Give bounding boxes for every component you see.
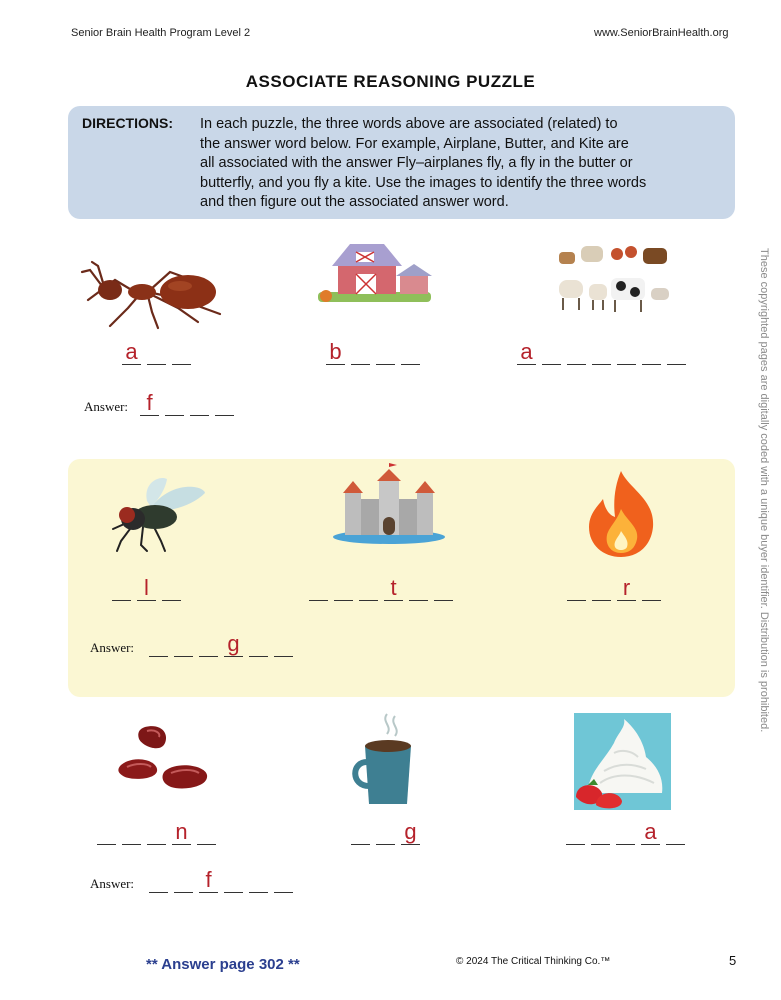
letter-blank <box>274 866 293 893</box>
answer-3-label: Answer: <box>90 876 135 891</box>
letter-blank <box>641 818 660 845</box>
letter-blank <box>384 574 403 601</box>
letter-hint: a <box>644 819 657 844</box>
letter-blank <box>592 338 611 365</box>
answer-3-blanks <box>149 866 299 893</box>
whipped-cream-image <box>574 713 671 810</box>
fire-image <box>585 469 657 559</box>
letter-blank <box>199 866 218 893</box>
letter-hint: f <box>205 867 212 892</box>
letter-blank <box>224 866 243 893</box>
directions-line: all associated with the answer Fly–airplanes fly, a fly in the butter or <box>200 155 633 171</box>
letter-blank <box>401 338 420 365</box>
letter-blank <box>434 574 453 601</box>
letter-blank <box>351 338 370 365</box>
letter-blank <box>591 818 610 845</box>
letter-blank <box>666 818 685 845</box>
word-3-1-blanks <box>97 818 222 845</box>
copyright-notice-vertical: These copyrighted pages are digitally coded with a unique buyer identifier. Distribution is prohibited. <box>758 248 770 733</box>
directions-line: and then figure out the associated answer word. <box>200 194 509 210</box>
letter-hint: r <box>622 575 631 600</box>
letter-blank <box>617 338 636 365</box>
word-2-2-blanks <box>309 574 459 601</box>
letter-blank <box>376 818 395 845</box>
word-2-1-blanks <box>112 574 187 601</box>
letter-blank <box>140 389 159 416</box>
letter-hint: a <box>125 339 138 364</box>
directions-label: DIRECTIONS: <box>82 115 173 131</box>
letter-hint: b <box>329 339 342 364</box>
letter-blank <box>376 338 395 365</box>
word-3-3-blanks <box>566 818 691 845</box>
directions-line: butterfly, and you fly a kite. Use the images to identify the three words <box>200 174 647 191</box>
letter-blank <box>172 338 191 365</box>
directions-text <box>200 115 730 213</box>
letter-blank <box>162 574 181 601</box>
letter-hint: g <box>227 631 240 656</box>
letter-blank <box>137 574 156 601</box>
word-1-2-blanks <box>326 338 426 365</box>
letter-blank <box>309 574 328 601</box>
letter-blank <box>190 389 209 416</box>
word-3-2-blanks <box>351 818 426 845</box>
letter-hint: f <box>146 390 153 415</box>
letter-hint: g <box>404 819 417 844</box>
letter-blank <box>172 818 191 845</box>
letter-blank <box>567 338 586 365</box>
page-title: ASSOCIATE REASONING PUZZLE <box>245 72 536 91</box>
letter-blank <box>122 338 141 365</box>
answer-1-label: Answer: <box>84 399 129 414</box>
letter-blank <box>147 818 166 845</box>
letter-blank <box>351 818 370 845</box>
ant-image <box>80 252 225 330</box>
letter-hint: l <box>144 575 149 600</box>
letter-blank <box>542 338 561 365</box>
letter-blank <box>592 574 611 601</box>
copyright-footer: © 2024 The Critical Thinking Co.™ <box>456 956 611 967</box>
answer-2-blanks <box>149 630 299 657</box>
word-1-1-blanks <box>122 338 197 365</box>
letter-blank <box>165 389 184 416</box>
letter-blank <box>149 866 168 893</box>
letter-blank <box>197 818 216 845</box>
letter-blank <box>566 818 585 845</box>
letter-blank <box>149 630 168 657</box>
letter-blank <box>147 338 166 365</box>
letter-blank <box>409 574 428 601</box>
letter-blank <box>617 574 636 601</box>
answer-1-blanks <box>140 389 240 416</box>
answer-page-reference: ** Answer page 302 ** <box>146 956 300 973</box>
letter-blank <box>567 574 586 601</box>
letter-hint: t <box>390 575 397 600</box>
directions-line: the answer word below. For example, Airplane, Butter, and Kite are <box>200 135 629 152</box>
letter-blank <box>667 338 686 365</box>
letter-blank <box>517 338 536 365</box>
barn-image <box>316 240 433 304</box>
letter-blank <box>334 574 353 601</box>
letter-hint: a <box>520 339 533 364</box>
header-website: www.SeniorBrainHealth.org <box>594 27 729 39</box>
letter-blank <box>199 630 218 657</box>
page-number: 5 <box>729 953 737 968</box>
letter-blank <box>249 630 268 657</box>
letter-blank <box>642 338 661 365</box>
letter-blank <box>401 818 420 845</box>
coffee-mug-image <box>357 712 422 808</box>
letter-blank <box>215 389 234 416</box>
fly-image <box>103 475 207 553</box>
kidney-beans-image <box>113 723 210 793</box>
castle-image <box>333 467 446 544</box>
letter-blank <box>326 338 345 365</box>
word-1-3-blanks <box>517 338 692 365</box>
letter-blank <box>224 630 243 657</box>
letter-blank <box>174 630 193 657</box>
letter-blank <box>616 818 635 845</box>
letter-blank <box>122 818 141 845</box>
word-2-3-blanks <box>567 574 667 601</box>
letter-blank <box>97 818 116 845</box>
letter-blank <box>112 574 131 601</box>
answer-2-label: Answer: <box>90 640 135 655</box>
letter-blank <box>359 574 378 601</box>
letter-blank <box>642 574 661 601</box>
farm-animals-image <box>555 240 673 316</box>
letter-blank <box>249 866 268 893</box>
letter-blank <box>174 866 193 893</box>
header-program-title: Senior Brain Health Program Level 2 <box>71 27 251 39</box>
directions-line: In each puzzle, the three words above are associated (related) to <box>200 116 618 132</box>
letter-blank <box>274 630 293 657</box>
letter-hint: n <box>175 819 188 844</box>
